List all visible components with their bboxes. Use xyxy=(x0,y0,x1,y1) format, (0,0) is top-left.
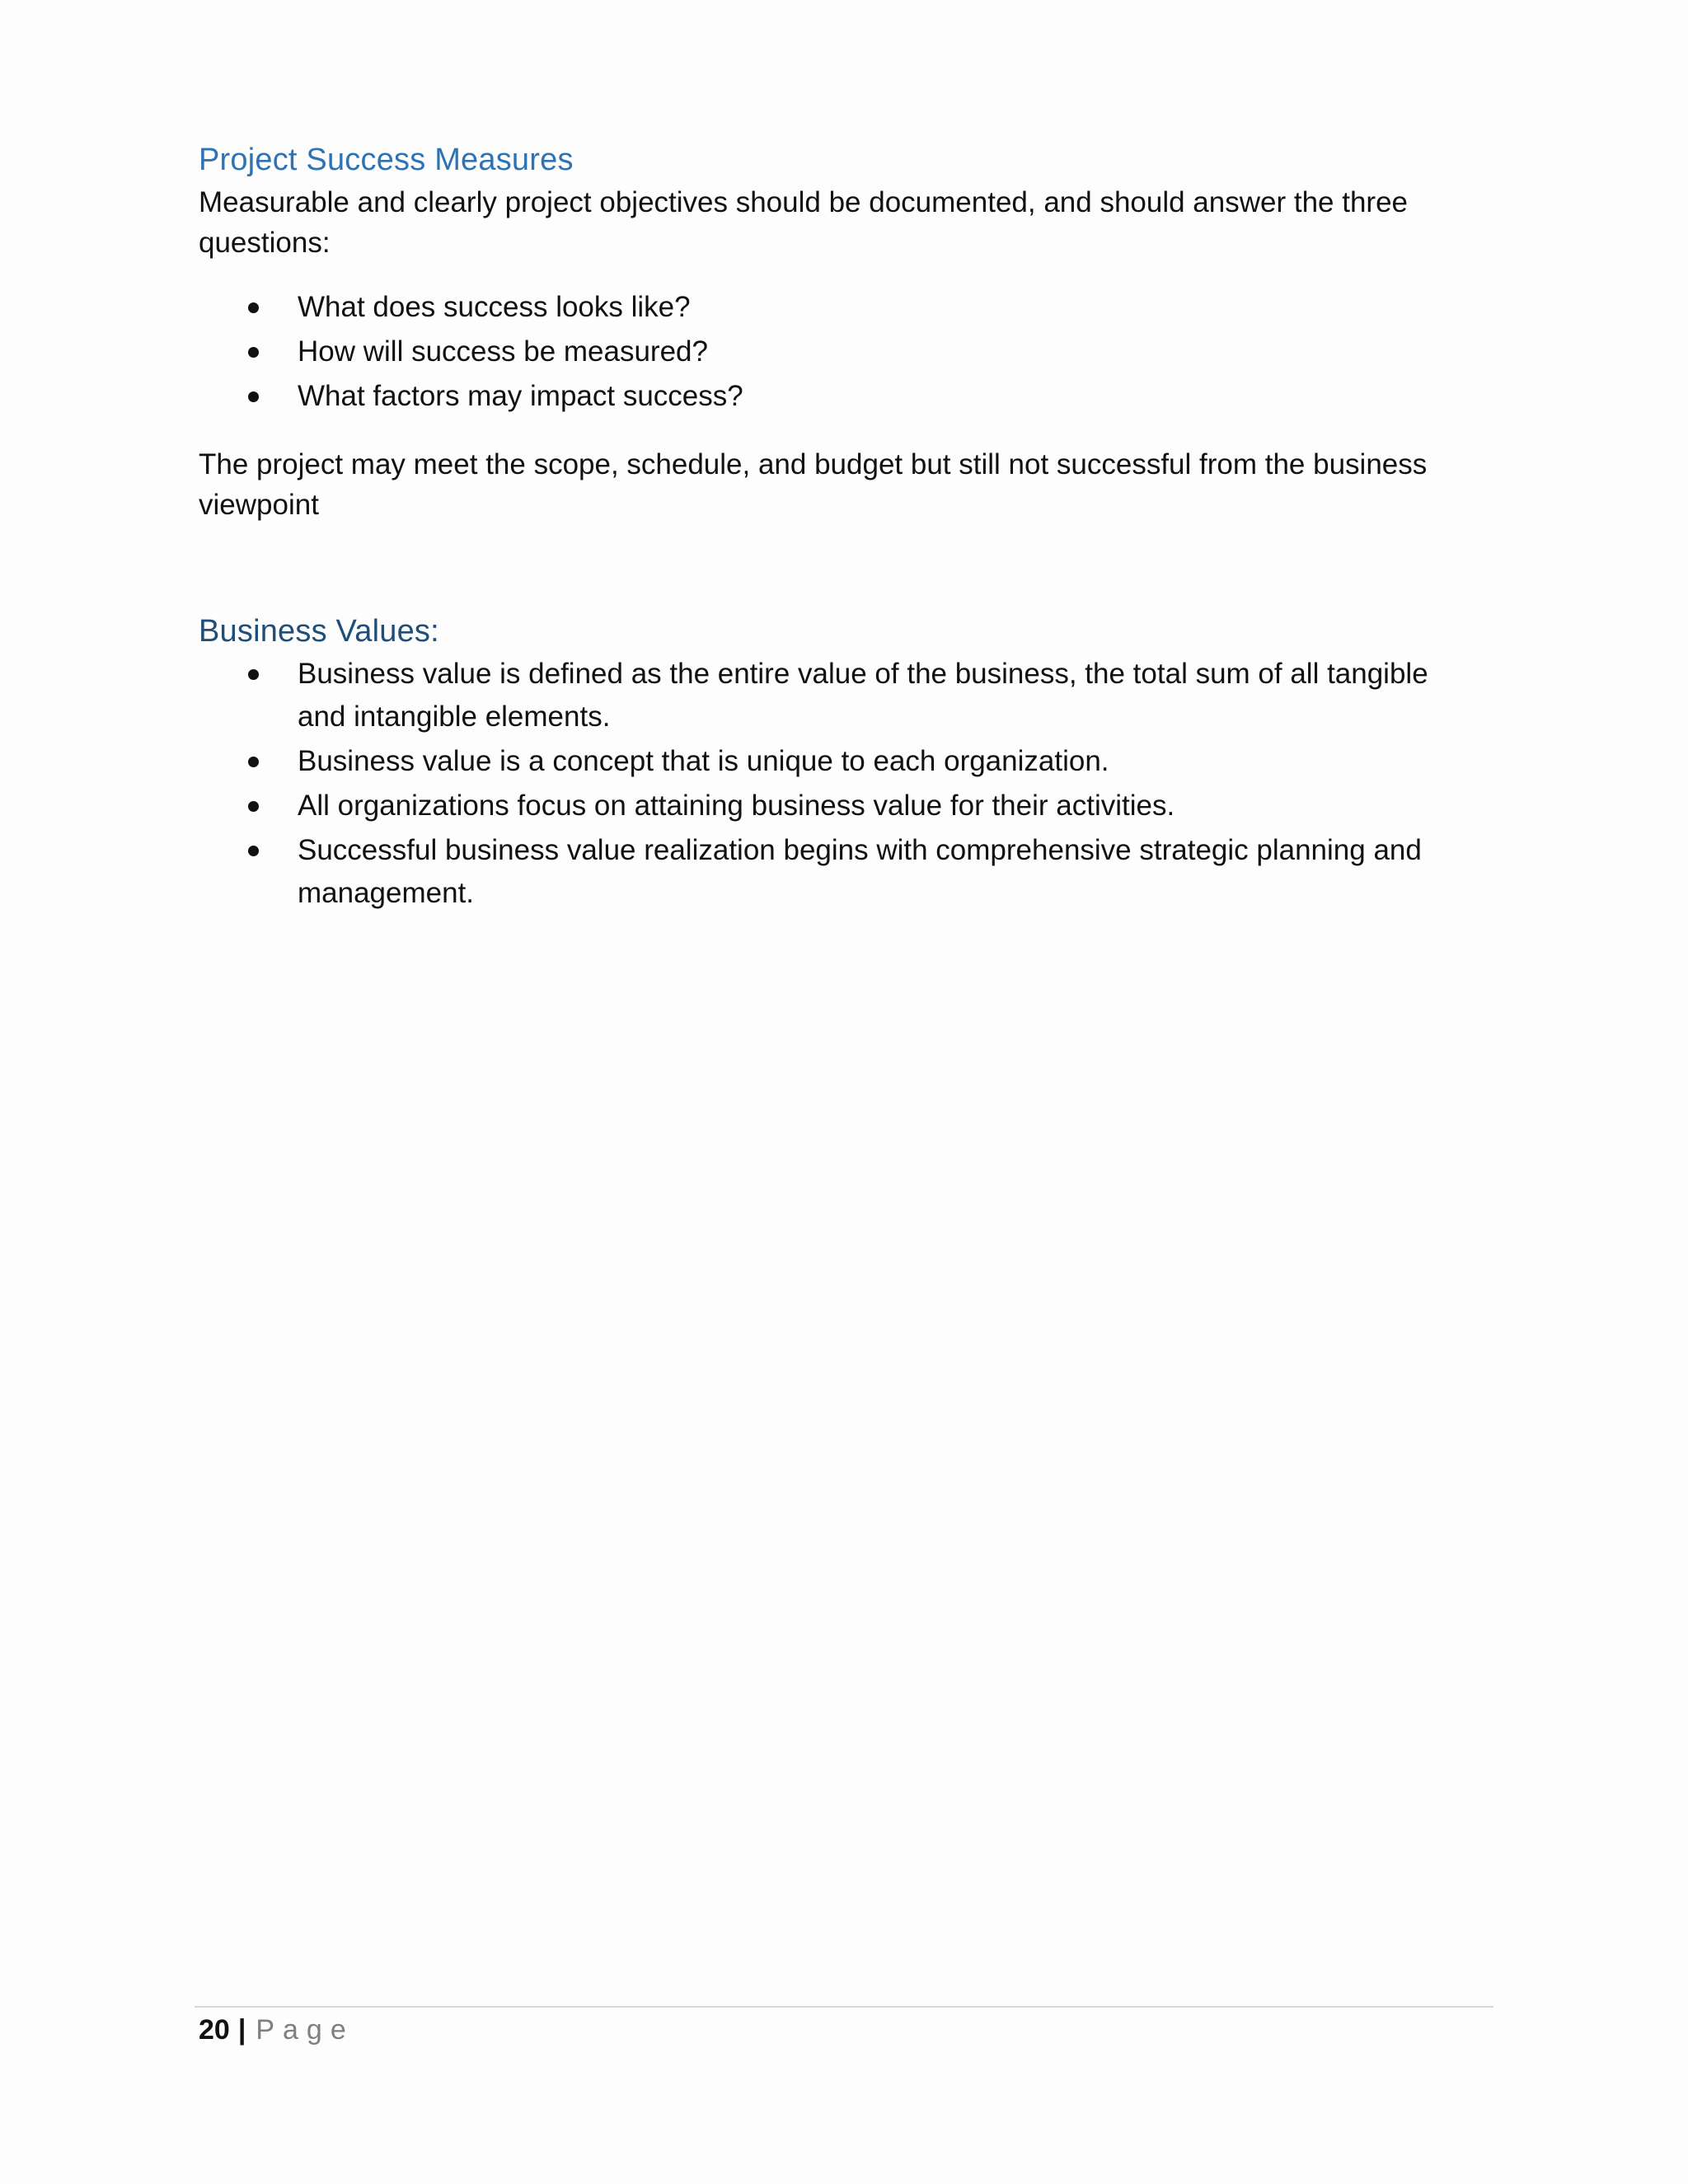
bullet-icon xyxy=(248,285,260,330)
page-number: 20 xyxy=(199,2014,230,2046)
list-item-text: How will success be measured? xyxy=(298,335,708,368)
bullet-icon xyxy=(248,740,260,783)
list-item-text: All organizations focus on attaining business value for their activities. xyxy=(298,790,1175,822)
bullet-icon xyxy=(248,829,260,915)
list-item xyxy=(0,740,1468,783)
bullet-icon xyxy=(248,653,260,738)
intro-paragraph: Measurable and clearly project objectives should be documented, and should answer the three questions: xyxy=(199,186,1409,259)
footer-divider xyxy=(195,2006,1493,2008)
closing-paragraph: The project may meet the scope, schedule, and budget but still not successful from the business viewpoint xyxy=(199,448,1428,521)
page-separator: | xyxy=(237,2014,246,2046)
project-success-measures-heading: Project Success Measures xyxy=(199,143,574,177)
list-item xyxy=(0,785,1468,827)
list-item-text: Business value is a concept that is unique to each organization. xyxy=(298,745,1109,777)
business-values-heading: Business Values: xyxy=(199,614,439,649)
list-item xyxy=(0,829,1468,915)
bullet-icon xyxy=(248,330,260,374)
bullet-icon xyxy=(248,785,260,827)
list-item xyxy=(0,285,1468,330)
list-item-text: Successful business value realization begins with comprehensive strategic planning and management. xyxy=(298,834,1422,909)
page-footer xyxy=(199,2011,354,2049)
bullet-icon xyxy=(248,374,260,419)
list-item-text: What factors may impact success? xyxy=(298,380,743,412)
business-values-list xyxy=(0,653,1468,916)
list-item xyxy=(0,330,1468,374)
success-questions-list xyxy=(0,285,1468,419)
list-item xyxy=(0,653,1468,738)
list-item xyxy=(0,374,1468,419)
page-label: Page xyxy=(256,2014,354,2046)
list-item-text: What does success looks like? xyxy=(298,291,691,323)
list-item-text: Business value is defined as the entire value of the business, the total sum of all tangible and intangible elements. xyxy=(298,658,1428,733)
